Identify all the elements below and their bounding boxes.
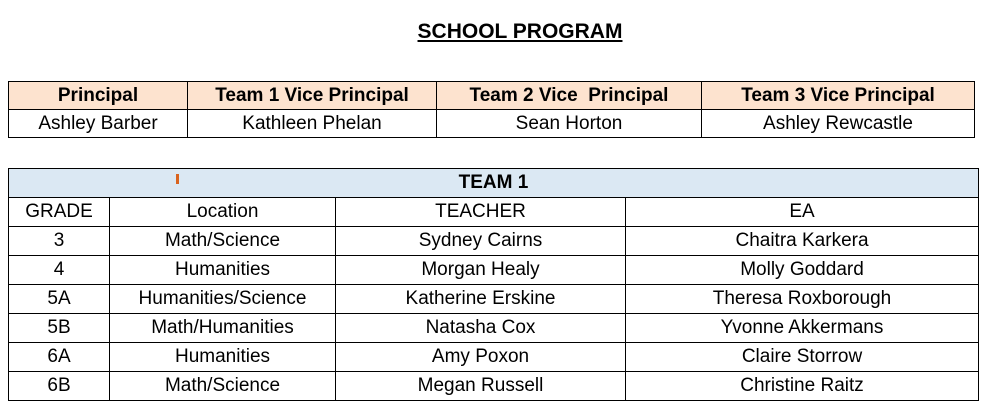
team-columns-row xyxy=(9,198,979,227)
team1-vice-principal-name: Kathleen Phelan xyxy=(188,110,437,138)
table-row xyxy=(9,285,979,314)
ea-cell: Theresa Roxborough xyxy=(626,285,979,314)
location-cell: Humanities xyxy=(110,256,336,285)
principals-table xyxy=(8,81,975,138)
teacher-cell: Katherine Erskine xyxy=(336,285,626,314)
location-cell: Humanities/Science xyxy=(110,285,336,314)
grade-cell: 5A xyxy=(9,285,110,314)
column-location: Location xyxy=(110,198,336,227)
header-team1-vice-principal: Team 1 Vice Principal xyxy=(188,82,437,110)
teacher-cell: Morgan Healy xyxy=(336,256,626,285)
column-ea: EA xyxy=(626,198,979,227)
location-cell: Math/Humanities xyxy=(110,314,336,343)
grade-cell: 6B xyxy=(9,372,110,401)
grade-cell: 5B xyxy=(9,314,110,343)
table-row xyxy=(9,372,979,401)
grade-cell: 3 xyxy=(9,227,110,256)
header-principal: Principal xyxy=(9,82,188,110)
grade-cell: 4 xyxy=(9,256,110,285)
text-cursor-marker xyxy=(176,174,179,184)
header-team3-vice-principal: Team 3 Vice Principal xyxy=(702,82,975,110)
location-cell: Math/Science xyxy=(110,372,336,401)
table-row xyxy=(9,227,979,256)
column-grade: GRADE xyxy=(9,198,110,227)
teacher-cell: Megan Russell xyxy=(336,372,626,401)
table-row xyxy=(9,343,979,372)
team-table xyxy=(8,168,979,401)
teacher-cell: Sydney Cairns xyxy=(336,227,626,256)
principals-header-row xyxy=(9,82,975,110)
ea-cell: Molly Goddard xyxy=(626,256,979,285)
team2-vice-principal-name: Sean Horton xyxy=(437,110,702,138)
table-row xyxy=(9,314,979,343)
table-row xyxy=(9,256,979,285)
principal-name: Ashley Barber xyxy=(9,110,188,138)
teacher-cell: Amy Poxon xyxy=(336,343,626,372)
team-header-row xyxy=(9,169,979,198)
team-name: TEAM 1 xyxy=(9,169,979,198)
location-cell: Humanities xyxy=(110,343,336,372)
page-title: SCHOOL PROGRAM xyxy=(417,20,623,43)
ea-cell: Christine Raitz xyxy=(626,372,979,401)
ea-cell: Yvonne Akkermans xyxy=(626,314,979,343)
grade-cell: 6A xyxy=(9,343,110,372)
ea-cell: Claire Storrow xyxy=(626,343,979,372)
ea-cell: Chaitra Karkera xyxy=(626,227,979,256)
team3-vice-principal-name: Ashley Rewcastle xyxy=(702,110,975,138)
teacher-cell: Natasha Cox xyxy=(336,314,626,343)
location-cell: Math/Science xyxy=(110,227,336,256)
column-teacher: TEACHER xyxy=(336,198,626,227)
principals-names-row xyxy=(9,110,975,138)
header-team2-vice-principal: Team 2 Vice Principal xyxy=(437,82,702,110)
